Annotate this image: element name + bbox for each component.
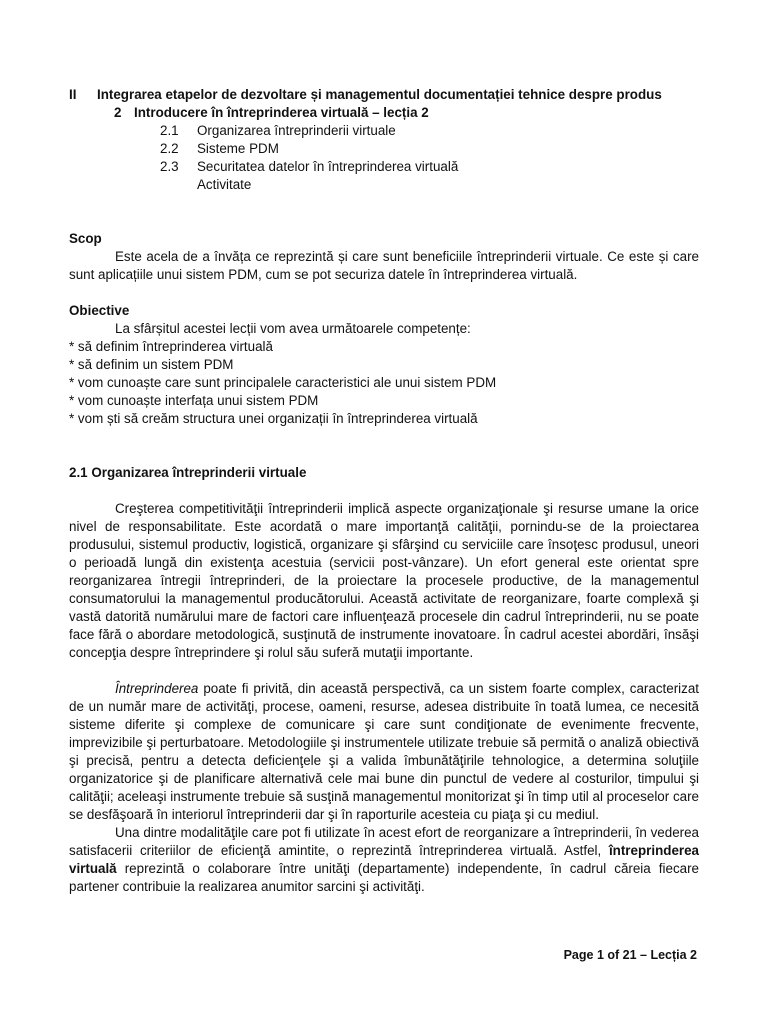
scop-text: Este acela de a învăța ce reprezintă și care sunt beneficiile întreprinderii virtuale. Ce este și care sunt aplicațiile unui sistem PDM, cum se pot securiza datele în întreprinderea virtuală. (69, 249, 699, 282)
document-page (69, 86, 699, 896)
toc-chapter-number: II (69, 87, 77, 102)
toc-item (69, 122, 699, 140)
objective-item: * să definim întreprinderea virtuală (69, 339, 273, 354)
paragraph-3-end: reprezintă o colaborare între unităţi (departamente) independente, în cadrul căreia fiecare partener contribuie la realizarea anumitor sarcini şi activităţi. (69, 861, 699, 894)
toc-lesson (69, 104, 699, 122)
toc-lesson-title: Introducere în întreprinderea virtuală – lecția 2 (134, 105, 429, 120)
obiective-intro: La sfârșitul acestei lecții vom avea următoarele competențe: (115, 321, 471, 336)
section-paragraph-3 (69, 824, 699, 896)
toc-item-title: Sisteme PDM (197, 141, 279, 156)
scop-heading: Scop (69, 231, 102, 246)
toc-item (69, 140, 699, 158)
toc-item-number: 2.2 (160, 141, 179, 156)
objective-item: * să definim un sistem PDM (69, 357, 234, 372)
paragraph-3-start: Una dintre modalităţile care pot fi utilizate în acest efort de reorganizare a întreprinderii, în vederea satisfacerii criteriilor de eficienţă amintite, o reprezintă întreprinderea virtuală. Astfel, (69, 825, 699, 858)
paragraph-2-text: poate fi privită, din această perspectivă, ca un sistem foarte complex, caracterizat de un număr mare de activităţi, procese, oameni, resurse, adesea distribuite în toată lumea, ce necesită sisteme diferite şi complexe de comunicare şi care sunt condiţionate de evenimente frecvente, imprevizibile şi perturbatoare. Metodologiile şi instrumentele utilizate trebuie să permită o analiză obiectivă şi precisă, pentru a detecta deficienţele şi a valida îmbunătăţirile tehnologice, a determina soluţiile organizatorice şi de planificare alternativă cele mai bune din punctul de vedere al costurilor, timpului şi calităţii; aceleaşi instrumente trebuie să susţină managementul monitorizat şi în timp util al proceselor care se desfăşoară în interiorul întreprinderii dar şi în raporturile acesteia cu piaţa şi cu mediul. (69, 681, 699, 822)
objective-item: * vom ști să creăm structura unei organizații în întreprinderea virtuală (69, 411, 478, 426)
emphasis-term: Întreprinderea (115, 681, 199, 696)
toc-item-number: 2.1 (160, 123, 179, 138)
toc-item-title: Securitatea datelor în întreprinderea virtuală (197, 159, 459, 174)
toc-chapter (69, 86, 699, 104)
toc-item-title: Organizarea întreprinderii virtuale (197, 123, 396, 138)
key-term: întreprinderea virtuală (69, 843, 699, 876)
toc-chapter-title: Integrarea etapelor de dezvoltare și managementul documentației tehnice despre produs (97, 87, 662, 102)
toc-lesson-number: 2 (114, 105, 122, 120)
toc-item-number: 2.3 (160, 159, 179, 174)
section-heading: 2.1 Organizarea întreprinderii virtuale (69, 465, 307, 480)
obiective-heading: Obiective (69, 303, 130, 318)
page-footer: Page 1 of 21 – Lecția 2 (563, 948, 697, 962)
toc-item (69, 158, 699, 176)
section-paragraph-1: Creşterea competitivităţii întreprinderii implică aspecte organizaţionale şi resurse umane la orice nivel de responsabilitate. Este acordată o mare importanţă calităţii, pornindu-se de la proiectarea produsului, sistemul productiv, logistică, organizare şi sfârşind cu serviciile care însoţesc produsul, uneori o perioadă lungă din existenţa acestuia (servicii post-vânzare). Un efort general este orientat spre reorganizarea întregii întreprinderi, de la proiectare la procesele productive, de la managementul consumatorului la managementul producătorului. Această activitate de reorganizare, foarte complexă şi vastă datorită numărului mare de factori care influenţează procesele din cadrul întreprinderii, nu se poate face fără o abordare metodologică, susţinută de instrumente inovatoare. În cadrul acestei abordări, însăşi concepţia despre întreprindere şi rolul său suferă mutaţii importante. (69, 501, 699, 660)
objective-item: * vom cunoaște care sunt principalele caracteristici ale unui sistem PDM (69, 375, 497, 390)
objective-item: * vom cunoaște interfața unui sistem PDM (69, 393, 319, 408)
toc-activity: Activitate (197, 177, 252, 192)
section-paragraph-2 (69, 680, 699, 824)
